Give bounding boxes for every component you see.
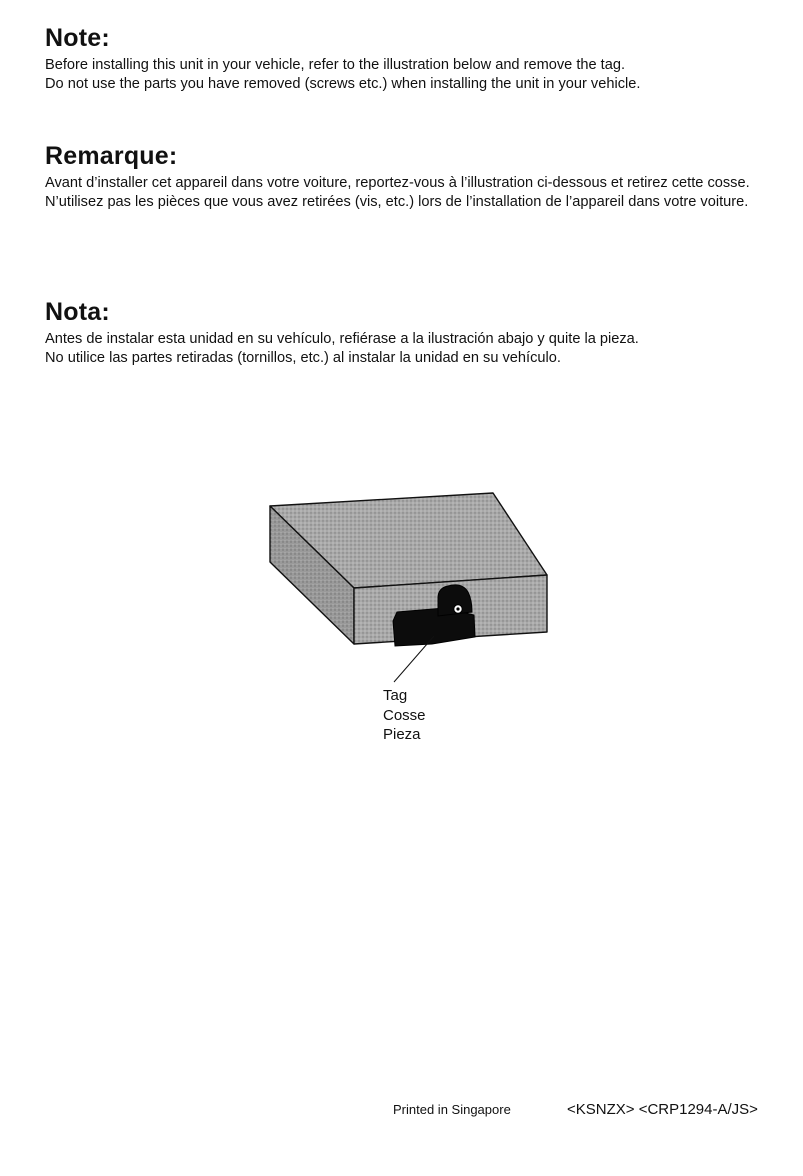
nota-section	[45, 298, 775, 368]
unit-tag-illustration	[262, 488, 562, 688]
remarque-heading: Remarque:	[45, 142, 178, 170]
tag-label-en: Tag	[383, 687, 408, 704]
printed-in-text: Printed in Singapore	[393, 1102, 511, 1117]
remarque-section	[45, 142, 775, 212]
nota-heading: Nota:	[45, 298, 110, 326]
nota-line-2: No utilice las partes retiradas (tornillos, etc.) al instalar la unidad en su vehículo.	[45, 350, 561, 366]
note-heading: Note:	[45, 24, 110, 52]
document-code: <KSNZX> <CRP1294-A/JS>	[567, 1101, 758, 1118]
note-section	[45, 24, 775, 94]
note-line-2: Do not use the parts you have removed (screws etc.) when installing the unit in your vehicle.	[45, 76, 641, 92]
tag-label-es: Pieza	[383, 726, 421, 743]
remarque-line-1: Avant d’installer cet appareil dans votre voiture, reportez-vous à l’illustration ci-dessous et retirez cette cosse.	[45, 175, 750, 191]
remarque-line-2: N’utilisez pas les pièces que vous avez retirées (vis, etc.) lors de l’installation de l’appareil dans votre voiture.	[45, 194, 749, 210]
nota-line-1: Antes de instalar esta unidad en su vehículo, refiérase a la ilustración abajo y quite la pieza.	[45, 331, 639, 347]
tag-labels	[383, 686, 426, 745]
tag-label-fr: Cosse	[383, 706, 426, 724]
note-line-1: Before installing this unit in your vehicle, refer to the illustration below and remove the tag.	[45, 57, 626, 73]
